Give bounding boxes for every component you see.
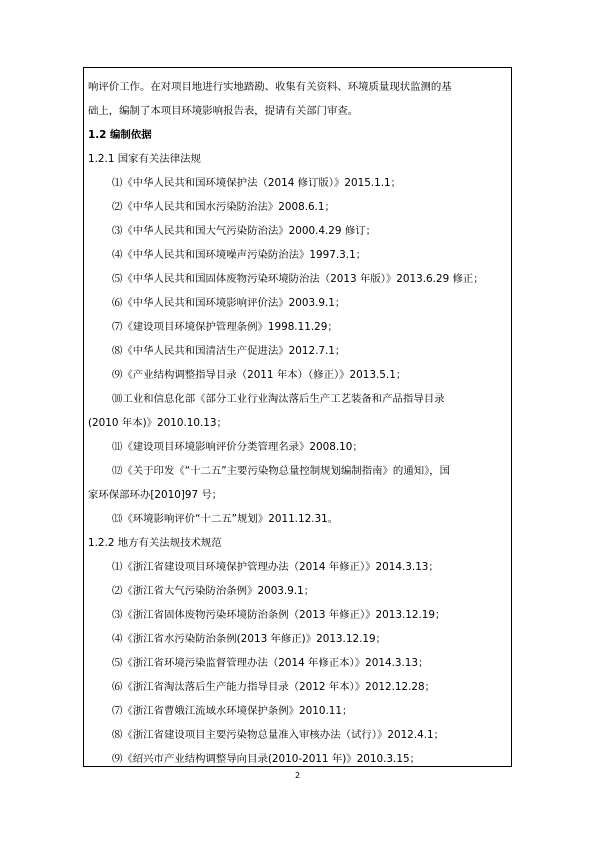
regulation-item: ⑴《浙江省建设项目环境保护管理办法（2014 年修正）》2014.3.13；: [112, 561, 439, 573]
section-heading-1-2-2: 1.2.2 地方有关法规技术规范: [88, 537, 222, 549]
regulation-item: ⑻《浙江省建设项目主要污染物总量准入审核办法（试行）》2012.4.1；: [112, 729, 445, 741]
section-heading-1-2-1: 1.2.1 国家有关法律法规: [88, 153, 201, 165]
law-item: ⑴《中华人民共和国环境保护法（2014 修订版）》2015.1.1；: [112, 177, 402, 189]
law-item-10-line-2: (2010 年本)》2010.10.13；: [88, 417, 227, 429]
page-number: 2: [294, 771, 301, 780]
law-item: ⑹《中华人民共和国环境影响评价法》2003.9.1；: [112, 297, 346, 309]
intro-line-1: 响评价工作。在对项目地进行实地踏勘、收集有关资料、环境质量现状监测的基: [88, 81, 452, 93]
intro-line-2: 础上，编制了本项目环境影响报告表，提请有关部门审查。: [88, 105, 359, 117]
law-item: ⑻《中华人民共和国清洁生产促进法》2012.7.1；: [112, 345, 346, 357]
law-item: ⑼《产业结构调整指导目录（2011 年本）（修正）》2013.5.1；: [112, 369, 407, 381]
law-item: ⑸《中华人民共和国固体废物污染环境防治法（2013 年版）》2013.6.29 修正；: [112, 273, 484, 285]
regulation-item: ⑷《浙江省水污染防治条例(2013 年修正)》2013.12.19；: [112, 633, 386, 645]
regulation-item: ⑸《浙江省环境污染监督管理办法（2014 年修正本）》2014.3.13；: [112, 657, 429, 669]
law-item: ⑵《中华人民共和国水污染防治法》2008.6.1；: [112, 201, 335, 213]
regulation-item: ⑺《浙江省曹娥江流域水环境保护条例》2010.11；: [112, 705, 353, 717]
regulation-item: ⑵《浙江省大气污染防治条例》2003.9.1；: [112, 585, 315, 597]
law-item: ⑶《中华人民共和国大气污染防治法》2000.4.29 修订；: [112, 225, 376, 237]
law-item-10-line-1: ⑽工业和信息化部《部分工业行业淘汰落后生产工艺装备和产品指导目录: [112, 393, 445, 405]
law-item: ⑺《建设项目环境保护管理条例》1998.11.29；: [112, 321, 338, 333]
law-item: ⑷《中华人民共和国环境噪声污染防治法》1997.3.1；: [112, 249, 367, 261]
law-item: ⒀《环境影响评价“十二五”规划》2011.12.31。: [112, 513, 339, 525]
section-heading-1-2: 1.2 编制依据: [88, 129, 152, 141]
law-item: ⑾《建设项目环境影响评价分类管理名录》2008.10；: [112, 441, 363, 453]
law-item-12-line-2: 家环保部环办[2010]97 号；: [88, 489, 223, 501]
regulation-item: ⑼《绍兴市产业结构调整导向目录(2010-2011 年)》2010.3.15；: [112, 753, 420, 765]
regulation-item: ⑶《浙江省固体废物污染环境防治条例（2013 年修正）》2013.12.19；: [112, 609, 446, 621]
regulation-item: ⑹《浙江省淘汰落后生产能力指导目录（2012 年本）》2012.12.28；: [112, 681, 436, 693]
law-item-12-line-1: ⑿《关于印发《“十二五”主要污染物总量控制规划编制指南》的通知》，国: [112, 465, 451, 477]
